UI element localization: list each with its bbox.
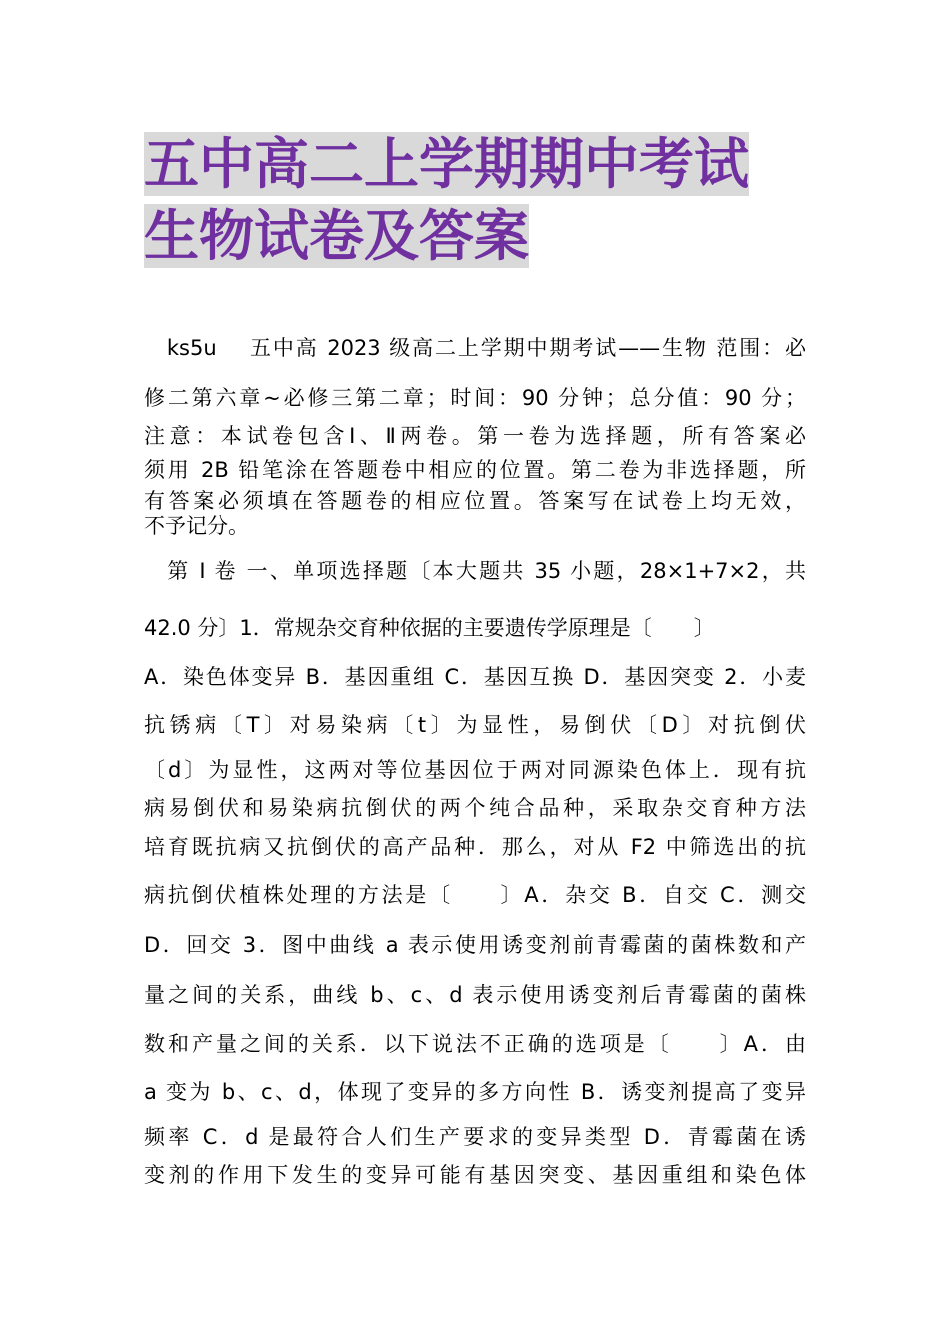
text-line: a 变为 b、c、d，体现了变异的多方向性 B．诱变剂提高了变异 [144, 1080, 806, 1104]
text-line: 量之间的关系，曲线 b、c、d 表示使用诱变剂后青霉菌的菌株 [144, 983, 806, 1007]
text-line: 频率 C．d 是最符合人们生产要求的变异类型 D．青霉菌在诱 [144, 1125, 806, 1149]
text-line: 有答案必须填在答题卷的相应位置。答案写在试卷上均无效， [144, 489, 806, 513]
title-line-1: 五中高二上学期期中考试 [144, 132, 750, 196]
text-line: 变剂的作用下发生的变异可能有基因突变、基因重组和染色体 [144, 1163, 806, 1187]
text-line: 数和产量之间的关系．以下说法不正确的选项是〔 〕A．由 [144, 1032, 806, 1056]
document-body [144, 328, 806, 1193]
text-line: 42.0 分〕1．常规杂交育种依据的主要遗传学原理是〔 〕 [144, 616, 715, 640]
text-line: ks5u 五中高 2023 级高二上学期中期考试——生物 范围：必 [144, 336, 806, 360]
text-line: D．回交 3．图中曲线 a 表示使用诱变剂前青霉菌的菌株数和产 [144, 933, 806, 957]
text-line: 修二第六章~必修三第二章；时间：90 分钟；总分值：90 分； [144, 386, 806, 410]
text-line: 病抗倒伏植株处理的方法是〔 〕A．杂交 B．自交 C．测交 [144, 883, 806, 907]
text-line: 抗锈病〔T〕对易染病〔t〕为显性，易倒伏〔D〕对抗倒伏 [144, 713, 806, 737]
title-line-2: 生物试卷及答案 [144, 204, 530, 268]
text-line: 病易倒伏和易染病抗倒伏的两个纯合品种，采取杂交育种方法 [144, 796, 806, 820]
document-title [144, 128, 816, 272]
text-line: A．染色体变异 B．基因重组 C．基因互换 D．基因突变 2．小麦 [144, 665, 806, 689]
text-line: 第 I 卷 一、单项选择题〔本大题共 35 小题，28×1+7×2，共 [144, 559, 806, 583]
text-line: 不予记分。 [144, 515, 249, 538]
text-line: 〔d〕为显性，这两对等位基因位于两对同源染色体上．现有抗 [144, 758, 806, 782]
text-line: 培育既抗病又抗倒伏的高产品种．那么，对从 F2 中筛选出的抗 [144, 835, 806, 859]
text-line: 须用 2B 铅笔涂在答题卷中相应的位置。第二卷为非选择题，所 [144, 458, 806, 482]
text-line: 注意：本试卷包含Ⅰ、Ⅱ两卷。第一卷为选择题，所有答案必 [144, 424, 806, 448]
